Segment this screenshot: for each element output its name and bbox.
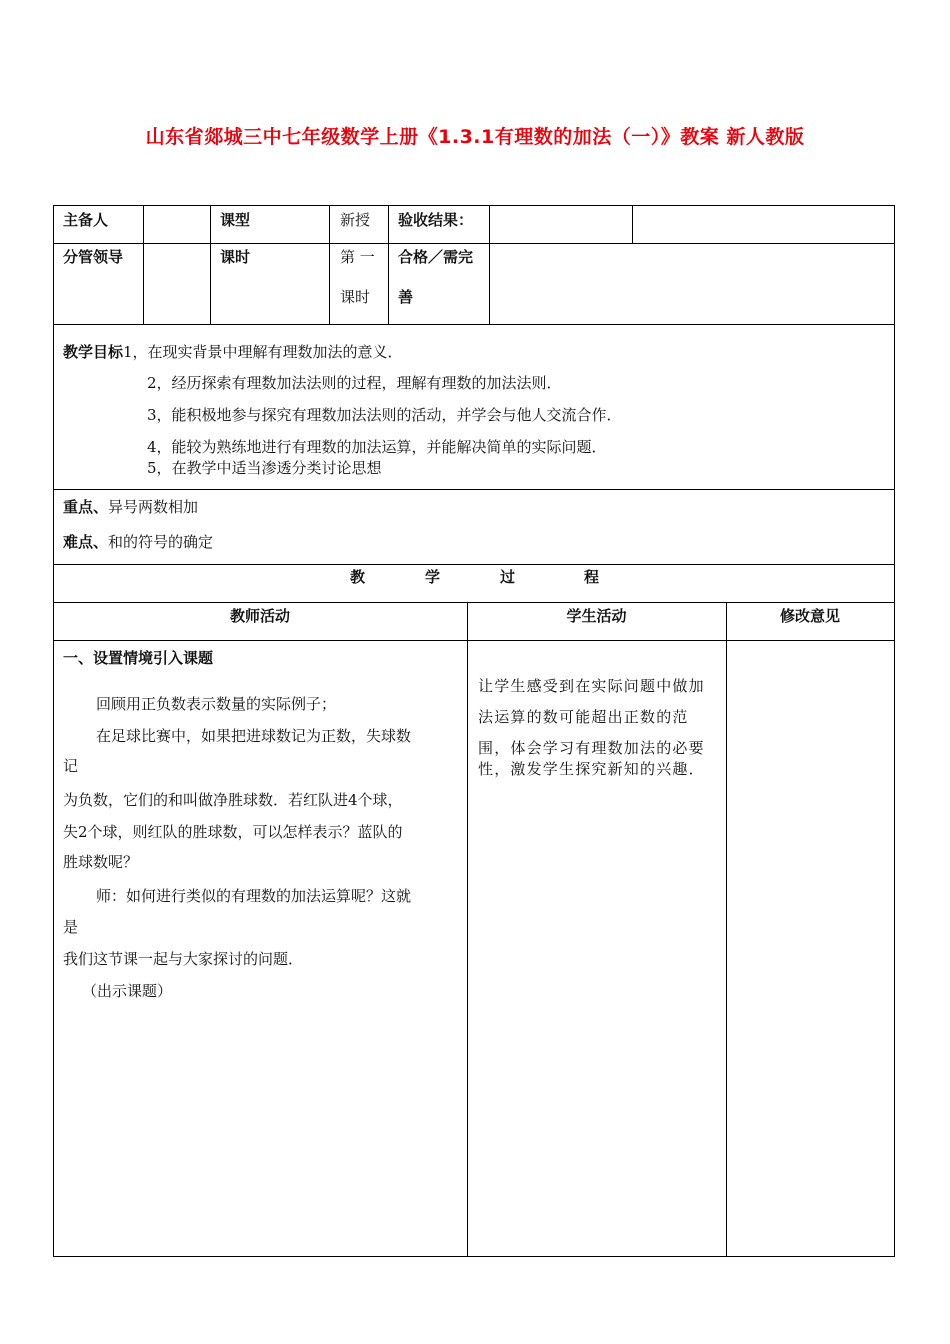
lesson-type-label: 课型 — [220, 211, 251, 229]
student-line-3: 围，体会学习有理数加法的必要 — [478, 739, 705, 757]
teacher-line-2: 在足球比赛中，如果把进球数记为正数，失球数 — [96, 727, 412, 745]
focus-point: 重点、异号两数相加 — [63, 498, 199, 516]
teacher-line-9: 我们这节课一起与大家探讨的问题． — [63, 950, 304, 968]
teacher-line-1: 回顾用正负数表示数量的实际例子； — [96, 695, 337, 713]
difficulty-point: 难点、和的符号的确定 — [63, 533, 214, 551]
student-line-1: 让学生感受到在实际问题中做加 — [478, 677, 705, 695]
student-line-2: 法运算的数可能超出正数的范 — [478, 708, 689, 726]
period-value-unit: 课时 — [340, 288, 371, 306]
teacher-line-10: （出示课题） — [82, 982, 173, 1000]
student-line-4: 性，激发学生探究新知的兴趣． — [478, 760, 705, 778]
process-heading-char-4: 程 — [584, 568, 600, 586]
teacher-line-7: 师：如何进行类似的有理数的加法运算呢？这就 — [96, 887, 412, 905]
teacher-line-8: 是 — [63, 918, 79, 936]
period-label: 课时 — [220, 248, 251, 266]
process-heading-char-2: 学 — [425, 568, 441, 586]
process-heading-char-3: 过 — [500, 568, 516, 586]
goal-item-4: 4，能较为熟练地进行有理数的加法运算，并能解决简单的实际问题． — [147, 438, 607, 456]
teacher-line-6: 胜球数呢？ — [63, 853, 139, 871]
section-title: 一、设置情境引入课题 — [63, 649, 214, 667]
goals-label: 教学目标 — [63, 343, 124, 361]
document-title: 山东省郯城三中七年级数学上册《1.3.1有理数的加法（一）》教案 新人教版 — [145, 126, 805, 148]
goal-item-5: 5，在教学中适当渗透分类讨论思想 — [147, 459, 382, 477]
teacher-line-5: 失2个球，则红队的胜球数，可以怎样表示？蓝队的 — [63, 823, 403, 841]
col-student-activity: 学生活动 — [566, 607, 627, 625]
goal-item-3: 3，能积极地参与探究有理数加法法则的活动，并学会与他人交流合作． — [147, 406, 622, 424]
goal-item-1: 教学目标1，在现实背景中理解有理数加法的意义． — [63, 343, 403, 361]
result-options-cont: 善 — [398, 288, 414, 306]
col-revision-notes: 修改意见 — [779, 607, 840, 625]
process-heading-char-1: 教 — [350, 568, 366, 586]
period-value: 第 一 — [340, 248, 375, 266]
preparer-label: 主备人 — [63, 211, 109, 229]
col-teacher-activity: 教师活动 — [229, 607, 290, 625]
acceptance-label: 验收结果： — [398, 211, 474, 229]
teacher-line-3: 记 — [63, 757, 79, 775]
result-options: 合格／需完 — [398, 248, 474, 266]
teacher-line-4: 为负数，它们的和叫做净胜球数．若红队进4个球， — [63, 791, 403, 809]
leader-label: 分管领导 — [63, 248, 124, 266]
goal-item-2: 2，经历探索有理数加法法则的过程，理解有理数的加法法则． — [147, 374, 562, 392]
lesson-type-value: 新授 — [340, 211, 371, 229]
